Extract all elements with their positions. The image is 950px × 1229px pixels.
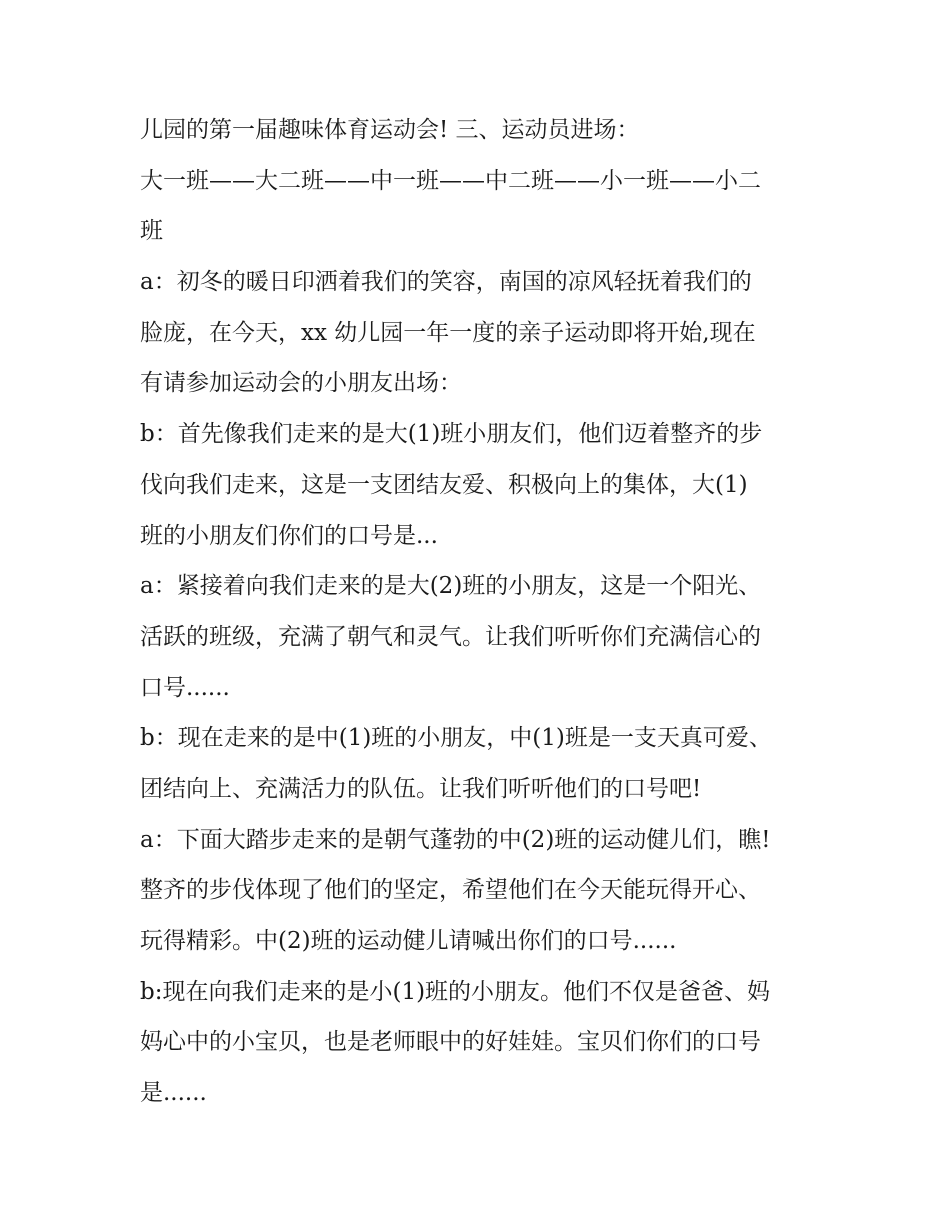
text-line: 玩得精彩。中(2)班的运动健儿请喊出你们的口号...... — [140, 928, 677, 954]
text-line: 脸庞，在今天，xx 幼儿园一年一度的亲子运动即将开始,现在 — [140, 319, 756, 346]
text-line: a：初冬的暖日印洒着我们的笑容，南国的凉风轻抚着我们的 — [140, 269, 752, 296]
text-line: 大一班——大二班——中一班——中二班——小一班——小二 — [140, 167, 761, 194]
text-line: 有请参加运动会的小朋友出场： — [140, 370, 462, 397]
text-line: b：现在走来的是中(1)班的小朋友，中(1)班是一支天真可爱、 — [140, 725, 772, 752]
text-line: 整齐的步伐体现了他们的坚定，希望他们在今天能玩得开心、 — [140, 877, 761, 904]
text-line: 口号...... — [140, 674, 230, 701]
text-line: 是...... — [140, 1080, 207, 1107]
text-line: 妈心中的小宝贝，也是老师眼中的好娃娃。宝贝们你们的口号 — [140, 1029, 761, 1056]
text-line: a：下面大踏步走来的是朝气蓬勃的中(2)班的运动健儿们，瞧! — [140, 826, 771, 853]
text-line: 儿园的第一届趣味体育运动会! 三、运动员进场： — [140, 117, 640, 143]
text-line: 活跃的班级，充满了朝气和灵气。让我们听听你们充满信心的 — [140, 623, 761, 650]
text-line: 班的小朋友们你们的口号是... — [140, 522, 438, 549]
text-line: 伐向我们走来，这是一支团结友爱、积极向上的集体，大(1) — [140, 471, 748, 498]
text-line: a：紧接着向我们走来的是大(2)班的小朋友，这是一个阳光、 — [140, 573, 762, 600]
body-text — [140, 105, 820, 1119]
text-line: 团结向上、充满活力的队伍。让我们听听他们的口号吧! — [140, 775, 702, 802]
text-line: 班 — [140, 218, 163, 245]
text-line: b:现在向我们走来的是小(1)班的小朋友。他们不仅是爸爸、妈 — [140, 978, 771, 1005]
text-line: b：首先像我们走来的是大(1)班小朋友们，他们迈着整齐的步 — [140, 421, 763, 448]
